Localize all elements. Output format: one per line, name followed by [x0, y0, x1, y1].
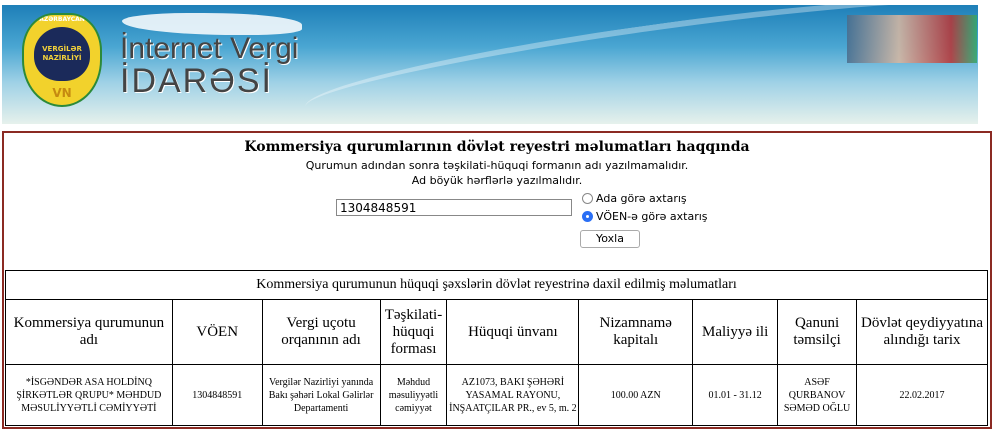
column-header: Maliyyə ili — [693, 300, 778, 365]
cell-legal-form: Məhdud məsuliyyətli cəmiyyət — [380, 365, 447, 426]
column-header: Dövlət qeydiyyatına alındığı tarix — [857, 300, 988, 365]
cell-address: AZ1073, BAKI ŞƏHƏRİ YASAMAL RAYONU, İNŞAATÇILAR PR., ev 5, m. 2 — [447, 365, 579, 426]
brand-line1: İnternet Vergi — [120, 32, 299, 65]
radio-label: VÖEN-ə görə axtarış — [596, 210, 708, 223]
cell-capital: 100.00 AZN — [579, 365, 693, 426]
page-title: Kommersiya qurumlarının dövlət reyestri məlumatları haqqında — [244, 139, 750, 155]
logo-vn-text: VN — [52, 86, 72, 100]
column-header: VÖEN — [172, 300, 262, 365]
banner-photo — [847, 15, 977, 63]
column-header: Qanuni təmsilçi — [778, 300, 857, 365]
note-2: Ad böyük hərflərlə yazılmalıdır. — [411, 174, 583, 187]
radio-search-by-name[interactable] — [582, 192, 687, 205]
column-header: Vergi uçotu orqanının adı — [262, 300, 380, 365]
table-caption: Kommersiya qurumunun hüquqi şəxslərin dövlət reyestrinə daxil edilmiş məlumatları — [6, 271, 988, 300]
radio-selected-icon[interactable] — [582, 211, 593, 222]
cell-tax-office: Vergilər Nazirliyi yanında Bakı şəhəri Lokal Gəlirlər Departamenti — [262, 365, 380, 426]
column-header: Kommersiya qurumunun adı — [6, 300, 173, 365]
column-header: Hüquqi ünvanı — [447, 300, 579, 365]
brand-title — [120, 32, 299, 100]
logo-top-text: AZƏRBAYCAN — [39, 16, 85, 23]
submit-button[interactable]: Yoxla — [580, 230, 640, 248]
header-banner — [2, 5, 978, 124]
note-1: Qurumun adından sonra təşkilati-hüquqi formanın adı yazılmamalıdır. — [305, 159, 689, 172]
cell-registration-date: 22.02.2017 — [857, 365, 988, 426]
results-table — [5, 270, 988, 426]
cell-representative: ASƏF QURBANOV SƏMƏD OĞLU — [778, 365, 857, 426]
search-input[interactable] — [336, 199, 572, 216]
radio-label: Ada görə axtarış — [596, 192, 687, 205]
logo-main-text: VERGİLƏR NAZİRLİYİ — [34, 27, 90, 81]
radio-icon[interactable] — [582, 193, 593, 204]
column-header: Təşkilati-hüquqi forması — [380, 300, 447, 365]
ministry-logo — [22, 13, 102, 107]
table-header-row — [6, 300, 988, 365]
table-row — [6, 365, 988, 426]
cell-voen: 1304848591 — [172, 365, 262, 426]
brand-line2: İDARƏSİ — [120, 62, 273, 100]
column-header: Nizamnamə kapitalı — [579, 300, 693, 365]
radio-search-by-voen[interactable] — [582, 210, 708, 223]
cell-fiscal-year: 01.01 - 31.12 — [693, 365, 778, 426]
registry-panel — [2, 131, 992, 429]
cell-company-name: *İSGƏNDƏR ASA HOLDİNQ ŞİRKƏTLƏR QRUPU* MƏHDUD MƏSULİYYƏTLİ CƏMİYYƏTİ — [6, 365, 173, 426]
